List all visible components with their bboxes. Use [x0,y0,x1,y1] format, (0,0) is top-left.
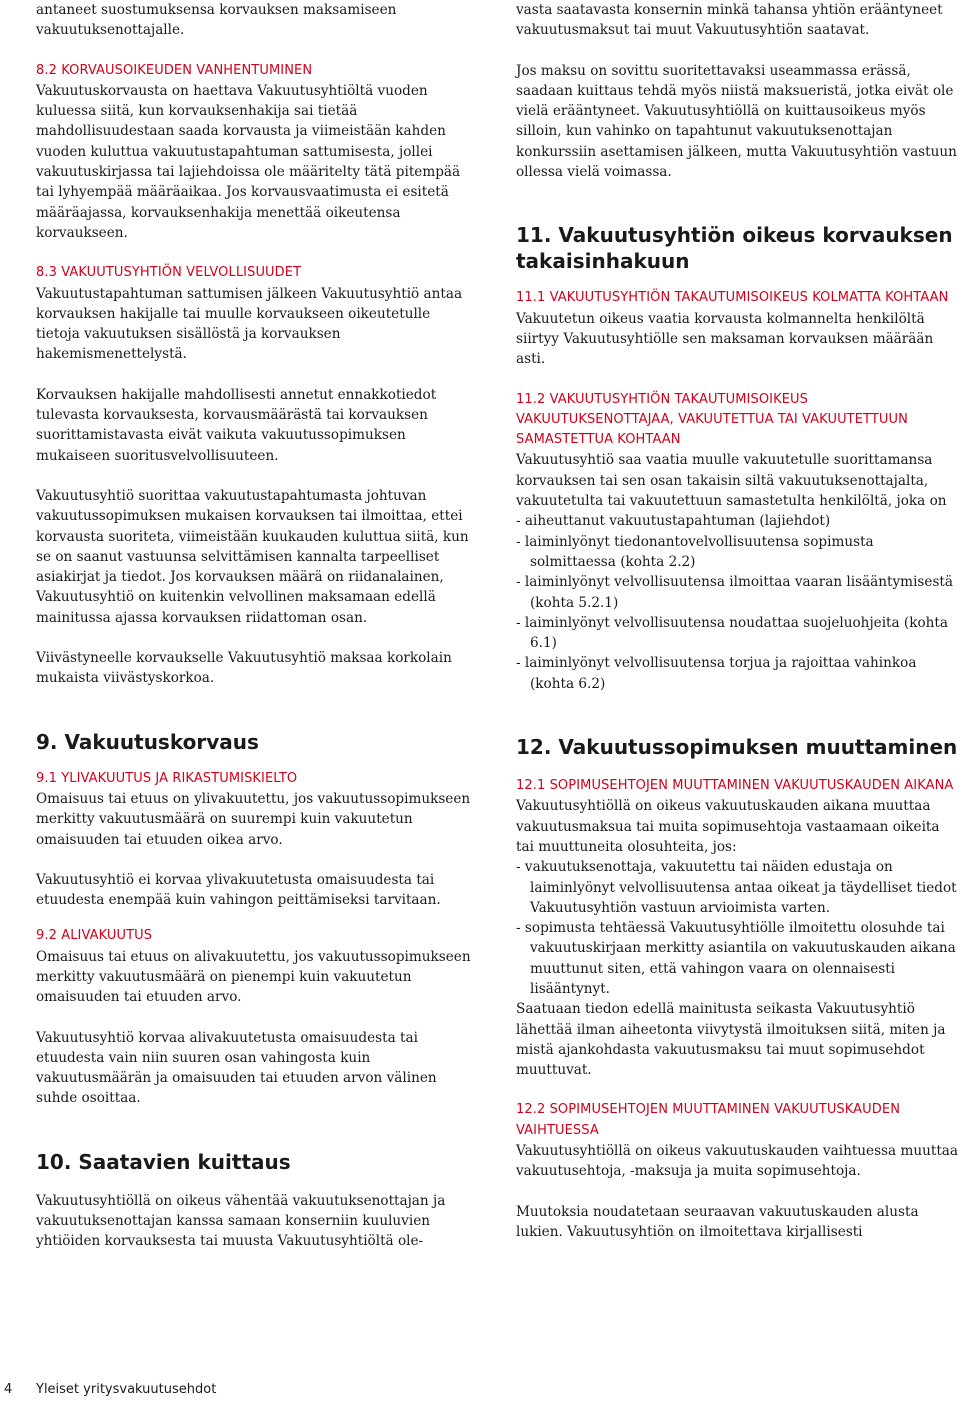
page-number: 4 [4,1382,13,1397]
section-11-1-paragraph: Vakuutetun oikeus vaatia korvausta kolmannelta henkilöltä siirtyy Vakuutusyhtiölle sen maksaman korvauksen määrään asti. [516,310,934,368]
section-8-3-paragraph-3: Vakuutusyhtiö suorittaa vakuutustapahtumasta johtuvan vakuutussopimuksen mukaisen korvauksen tai ilmoittaa, ettei korvausta suoriteta, viimeistään kuukauden kuluttua siitä, kun se on saanut vastuunsa selvittämisen kannalta tarpeelliset asiakirjat ja tiedot. Jos korvauksen määrä on riidanalainen, Vakuutusyhtiö on kuitenkin velvollinen maksamaan edellä mainitussa ajassa korvauksen riidattoman osan. [36,487,469,626]
section-10-heading: 10. Saatavien kuittaus [36,1149,291,1174]
section-11-1-heading: 11.1 VAKUUTUSYHTIÖN TAKAUTUMISOIKEUS KOLMATTA KOHTAAN [516,290,949,306]
section-9-1-paragraph-2: Vakuutusyhtiö ei korvaa ylivakuutetusta omaisuudesta tai etuudesta enempää kuin vahingon peittämiseksi tarvitaan. [36,871,441,909]
list-item: - sopimusta tehtäessä Vakuutusyhtiölle ilmoitettu olosuhde tai vakuutuskirjaan merkitty asiantila on vakuutuskauden aikana muuttunut siten, että vahingon vaara on olennaisesti lisääntynyt. [516,920,956,997]
list-item: - laiminlyönyt tiedonantovelvollisuutensa sopimusta solmittaessa (kohta 2.2) [516,533,874,570]
list-item: - laiminlyönyt velvollisuutensa torjua ja rajoittaa vahinkoa (kohta 6.2) [516,655,917,692]
footer-title: Yleiset yritysvakuutusehdot [36,1382,217,1397]
section-11-2-heading: 11.2 VAKUUTUSYHTIÖN TAKAUTUMISOIKEUS VAKUUTUKSENOTTAJAA, VAKUUTETTUA TAI VAKUUTETTUUN SAMASTETTUA KOHTAAN [516,391,908,448]
list-item: - laiminlyönyt velvollisuutensa noudattaa suojeluohjeita (kohta 6.1) [516,614,948,652]
intro-paragraph: antaneet suostumuksensa korvauksen maksamiseen vakuutuksenottajalle. [36,2,397,39]
section-12-1-list [516,857,958,999]
section-12-2-heading: 12.2 SOPIMUSEHTOJEN MUUTTAMINEN VAKUUTUSKAUDEN VAIHTUESSA [516,1102,901,1138]
section-9-1-paragraph-1: Omaisuus tai etuus on ylivakuutettu, jos vakuutussopimukseen merkitty vakuutusmäärä on suurempi kuin vakuutetun omaisuuden tai etuuden oikea arvo. [36,790,471,848]
list-item: - laiminlyönyt velvollisuutensa ilmoittaa vaaran lisääntymisestä (kohta 5.2.1) [516,574,953,611]
continued-paragraph-1: vasta saatavasta konsernin minkä tahansa yhtiön erääntyneet vakuutusmaksut tai muut Vakuutusyhtiön saatavat. [516,2,943,39]
continued-paragraph-2: Jos maksu on sovittu suoritettavaksi useammassa erässä, saadaan kuittaus tehdä myös niistä maksueristä, jotka eivät ole vielä erääntyneet. Vakuutusyhtiöllä on kuittausoikeus myös silloin, kun vahinko on tapahtunut vakuutuksenottajan konkurssiin asettamisen jälkeen, mutta Vakuutusyhtiön vastuun ollessa vielä voimassa. [516,62,957,181]
section-8-3-paragraph-4: Viivästyneelle korvaukselle Vakuutusyhtiö maksaa korkolain mukaista viivästyskorkoa. [36,650,452,687]
list-item: - vakuutuksenottaja, vakuutettu tai näiden edustaja on laiminlyönyt velvollisuutensa antaa oikeat ja täydelliset tiedot Vakuutusyhtiön vastuun arvioimista varten. [516,859,957,916]
section-8-2-heading: 8.2 KORVAUSOIKEUDEN VANHENTUMINEN [36,62,313,78]
right-column [516,0,958,1242]
section-9-1-heading: 9.1 YLIVAKUUTUS JA RIKASTUMISKIELTO [36,770,298,786]
left-column [36,0,478,1252]
section-9-2-paragraph-2: Vakuutusyhtiö korvaa alivakuutetusta omaisuudesta tai etuudesta vain niin suuren osan vahingosta kuin vakuutusmäärän ja omaisuuden tai etuuden arvon välinen suhde osoittaa. [36,1029,437,1107]
section-8-2-paragraph: Vakuutuskorvausta on haettava Vakuutusyhtiöltä vuoden kuluessa siitä, kun korvauksenhakija sai tietää mahdollisuudestaan saada korvausta ja viimeistään kahden vuoden kuluttua vakuutustapahtuman sattumisesta, jollei vakuutuskirjassa tai lajiehdoissa ole määritelty tätä pitempää tai lyhyempää määräaikaa. Jos korvausvaatimusta ei esitetä määräajassa, korvauksenhakija menettää oikeutensa korvaukseen. [36,82,461,241]
section-9-2-paragraph-1: Omaisuus tai etuus on alivakuutettu, jos vakuutussopimukseen merkitty vakuutusmäärä on pienempi kuin vakuutetun omaisuuden tai etuuden arvo. [36,948,471,1006]
section-8-3-heading: 8.3 VAKUUTUSYHTIÖN VELVOLLISUUDET [36,265,302,281]
section-12-2-paragraph-1: Vakuutusyhtiöllä on oikeus vakuutuskauden vaihtuessa muuttaa vakuutusehtoja, -maksuja ja muita sopimusehtoja. [516,1143,958,1180]
section-10-paragraph: Vakuutusyhtiöllä on oikeus vähentää vakuutuksenottajan ja vakuutuksenottajan kanssa samaan konserniin kuuluvien yhtiöiden korvauksesta tai muusta Vakuutusyhtiöltä ole- [36,1192,446,1250]
list-item: - aiheuttanut vakuutustapahtuman (lajiehdot) [516,513,831,530]
section-11-2-paragraph: Vakuutusyhtiö saa vaatia muulle vakuutetulle suorittamansa korvauksen tai sen osan takaisin siltä vakuutuksenottajalta, vakuutetulta tai vakuutettuun samastetulta henkilöltä, joka on [516,452,947,510]
section-12-1-paragraph-1: Vakuutusyhtiöllä on oikeus vakuutuskauden aikana muuttaa vakuutusmaksua tai muita sopimusehtoja vastaamaan oikeita tai muuttuneita olosuhteita, jos: [516,798,940,855]
section-8-3-paragraph-1: Vakuutustapahtuman sattumisen jälkeen Vakuutusyhtiö antaa korvauksen hakijalle tai muulle korvaukseen oikeutetulle tietoja vakuutuksen sisällöstä ja korvauksen hakemismenettelystä. [36,285,463,363]
section-12-heading: 12. Vakuutussopimuksen muuttaminen [516,735,958,760]
section-12-1-heading: 12.1 SOPIMUSEHTOJEN MUUTTAMINEN VAKUUTUSKAUDEN AIKANA [516,778,954,794]
section-9-heading: 9. Vakuutuskorvaus [36,729,259,754]
section-11-heading: 11. Vakuutusyhtiön oikeus korvauksen takaisinhakuun [516,223,953,274]
section-12-1-paragraph-2: Saatuaan tiedon edellä mainitusta seikasta Vakuutusyhtiö lähettää ilman aiheetonta viivytystä ilmoituksen siitä, miten ja mistä ajankohdasta vakuutusmaksu tai muut sopimusehdot muuttuvat. [516,1001,946,1079]
section-11-2-list [516,511,958,694]
section-9-2-heading: 9.2 ALIVAKUUTUS [36,928,153,944]
section-12-2-paragraph-2: Muutoksia noudatetaan seuraavan vakuutuskauden alusta lukien. Vakuutusyhtiön on ilmoitettava kirjallisesti [516,1203,919,1240]
section-8-3-paragraph-2: Korvauksen hakijalle mahdollisesti annetut ennakkotiedot tulevasta korvauksesta, korvausmäärästä tai korvauksen suorittamistavasta eivät vaikuta vakuutussopimuksen mukaiseen suoritusvelvollisuuteen. [36,386,437,464]
